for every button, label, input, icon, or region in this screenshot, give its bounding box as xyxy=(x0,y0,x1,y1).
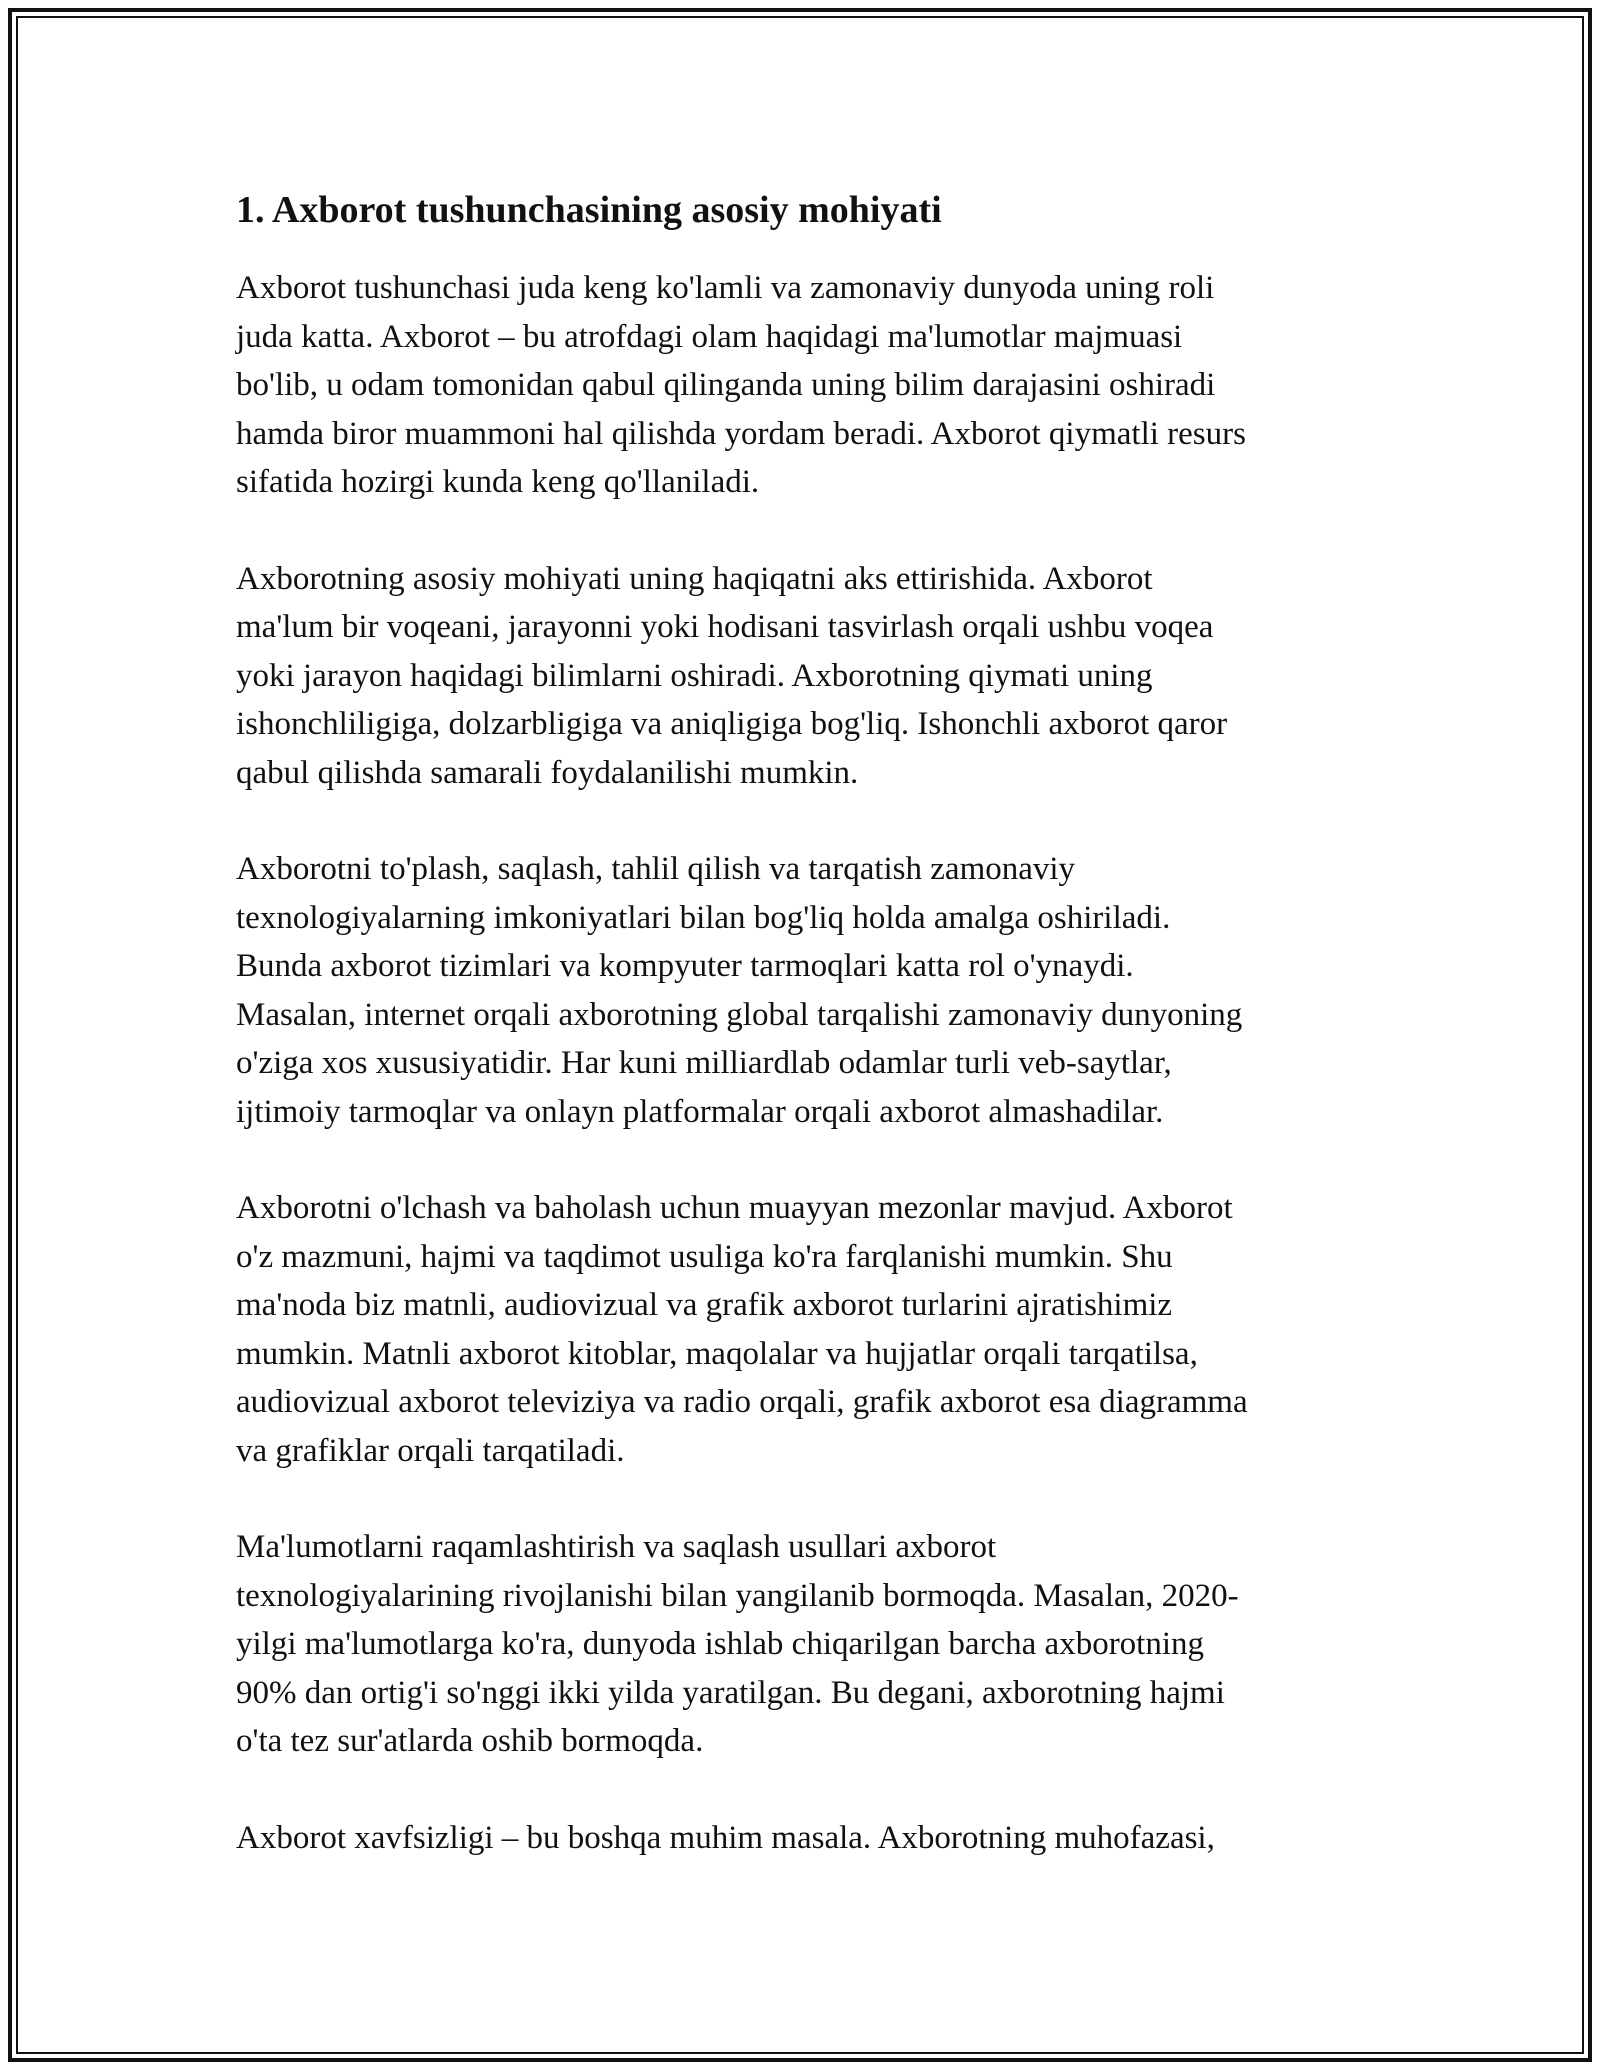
paragraph-line: texnologiyalarining rivojlanishi bilan yangilanib bormoqda. Masalan, 2020- xyxy=(236,1577,1239,1614)
paragraph-line: sifatida hozirgi kunda keng qo'llaniladi. xyxy=(236,464,760,500)
paragraph-line: Axborotning asosiy mohiyati uning haqiqatni aks ettirishida. Axborot xyxy=(236,560,1153,597)
paragraph-line: yoki jarayon haqidagi bilimlarni oshiradi. Axborotning qiymati uning xyxy=(236,657,1153,694)
paragraph-line: ma'noda biz matnli, audiovizual va grafik axborot turlarini ajratishimiz xyxy=(236,1287,1173,1323)
paragraph-line: va grafiklar orqali tarqatiladi. xyxy=(236,1432,625,1469)
paragraph-line: audiovizual axborot televiziya va radio orqali, grafik axborot esa diagramma xyxy=(236,1384,1248,1420)
paragraph-line: ma'lum bir voqeani, jarayonni yoki hodisani tasvirlash orqali ushbu voqea xyxy=(236,609,1214,645)
paragraph-line: Masalan, internet orqali axborotning global tarqalishi zamonaviy dunyoning xyxy=(236,996,1243,1033)
paragraph-list xyxy=(236,264,1386,1862)
paragraph-line: Axborot tushunchasi juda keng ko'lamli va zamonaviy dunyoda uning roli xyxy=(236,270,1215,306)
paragraph-line: hamda biror muammoni hal qilishda yordam beradi. Axborot qiymatli resurs xyxy=(236,415,1246,452)
paragraph xyxy=(236,845,1386,1136)
paragraph-line: texnologiyalarning imkoniyatlari bilan bog'liq holda amalga oshiriladi. xyxy=(236,899,1171,936)
paragraph-line: bo'lib, u odam tomonidan qabul qilinganda uning bilim darajasini oshiradi xyxy=(236,367,1216,403)
paragraph-line: ijtimoiy tarmoqlar va onlayn platformalar orqali axborot almashadilar. xyxy=(236,1093,1164,1130)
paragraph xyxy=(236,1523,1386,1766)
paragraph xyxy=(236,264,1386,507)
paragraph xyxy=(236,1814,1386,1863)
paragraph-line: yilgi ma'lumotlarga ko'ra, dunyoda ishlab chiqarilgan barcha axborotning xyxy=(236,1626,1205,1662)
document-body xyxy=(236,186,1386,1910)
paragraph-line: mumkin. Matnli axborot kitoblar, maqolalar va hujjatlar orqali tarqatilsa, xyxy=(236,1335,1198,1372)
paragraph-line: ishonchliligiga, dolzarbligiga va aniqligiga bog'liq. Ishonchli axborot qaror xyxy=(236,706,1228,742)
paragraph-line: qabul qilishda samarali foydalanilishi mumkin. xyxy=(236,754,859,791)
paragraph-line: o'z mazmuni, hajmi va taqdimot usuliga ko'ra farqlanishi mumkin. Shu xyxy=(236,1238,1173,1275)
paragraph-line: 90% dan ortig'i so'nggi ikki yilda yaratilgan. Bu degani, axborotning hajmi xyxy=(236,1674,1225,1711)
paragraph-line: juda katta. Axborot – bu atrofdagi olam haqidagi ma'lumotlar majmuasi xyxy=(236,318,1183,355)
paragraph xyxy=(236,1184,1386,1475)
paragraph-line: o'ziga xos xususiyatidir. Har kuni milliardlab odamlar turli veb-saytlar, xyxy=(236,1045,1172,1081)
paragraph-line: Axborot xavfsizligi – bu boshqa muhim masala. Axborotning muhofazasi, xyxy=(236,1819,1215,1856)
paragraph-line: Bunda axborot tizimlari va kompyuter tarmoqlari katta rol o'ynaydi. xyxy=(236,948,1134,984)
paragraph-line: Axborotni o'lchash va baholash uchun muayyan mezonlar mavjud. Axborot xyxy=(236,1190,1233,1226)
paragraph xyxy=(236,555,1386,798)
paragraph-line: o'ta tez sur'atlarda oshib bormoqda. xyxy=(236,1723,704,1759)
paragraph-line: Axborotni to'plash, saqlash, tahlil qilish va tarqatish zamonaviy xyxy=(236,851,1076,887)
paragraph-line: Ma'lumotlarni raqamlashtirish va saqlash usullari axborot xyxy=(236,1529,997,1565)
section-heading: 1. Axborot tushunchasining asosiy mohiyati xyxy=(236,189,942,231)
